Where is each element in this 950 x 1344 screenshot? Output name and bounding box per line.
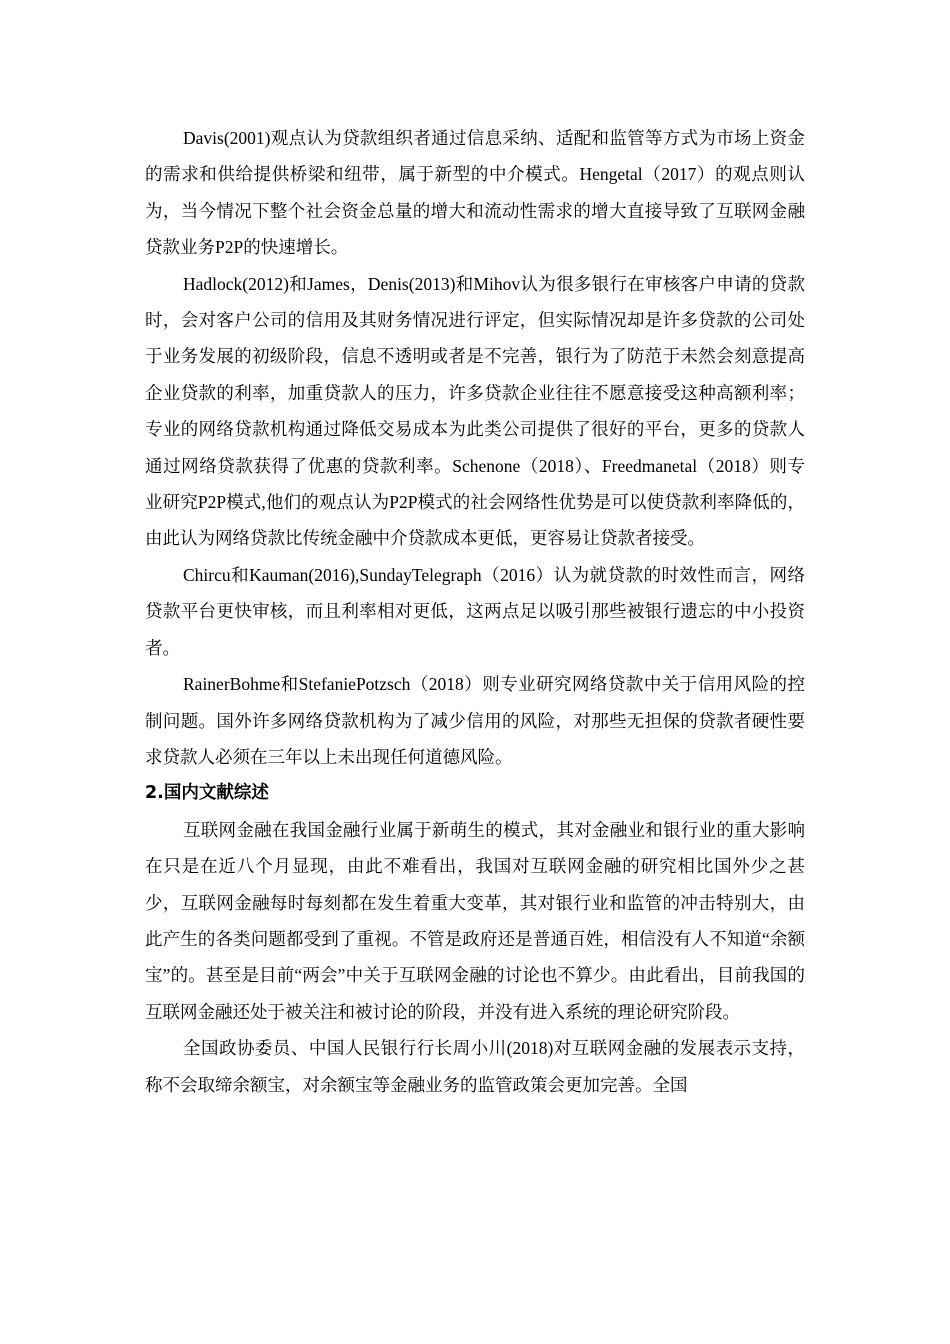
section-heading-domestic-review: 2.国内文献综述 (145, 783, 269, 804)
paragraph-bohme-potzsch: RainerBohme和StefaniePotzsch（2018）则专业研究网络贷款中关于信用风险的控制问题。国外许多网络贷款机构为了减少信用的风险，对那些无担保的贷款者硬性要求贷款人必须在三年以上未出现任何道德风险。 (145, 674, 805, 767)
paragraph-zhou-xiaochuan: 全国政协委员、中国人民银行行长周小川(2018)对互联网金融的发展表示支持，称不会取缔余额宝，对余额宝等金融业务的监管政策会更加完善。全国 (145, 1038, 805, 1095)
paragraph-davis-heng: Davis(2001)观点认为贷款组织者通过信息采纳、适配和监管等方式为市场上资金的需求和供给提供桥梁和纽带，属于新型的中介模式。Hengetal（2017）的观点则认为，当今情况下整个社会资金总量的增大和流动性需求的增大直接导致了互联网金融贷款业务P2P的快速增长。 (145, 128, 805, 258)
paragraph-hadlock-james: Hadlock(2012)和James，Denis(2013)和Mihov认为很多银行在审核客户申请的贷款时，会对客户公司的信用及其财务情况进行评定，但实际情况却是许多贷款的公司处于业务发展的初级阶段，信息不透明或者是不完善，银行为了防范于未然会刻意提高企业贷款的利率，加重贷款人的压力，许多贷款企业往往不愿意接受这种高额利率；专业的网络贷款机构通过降低交易成本为此类公司提供了很好的平台，更多的贷款人通过网络贷款获得了优惠的贷款利率。Schenone（2018）、Freedmanetal（2018）则专业研究P2P模式,他们的观点认为P2P模式的社会网络性优势是可以使贷款利率降低的，由此认为网络贷款比传统金融中介贷款成本更低，更容易让贷款者接受。 (145, 273, 805, 549)
document-body (145, 120, 805, 1103)
paragraph-internet-finance-china: 互联网金融在我国金融行业属于新萌生的模式，其对金融业和银行业的重大影响在只是在近八个月显现，由此不难看出，我国对互联网金融的研究相比国外少之甚少，互联网金融每时每刻都在发生着重大变革，其对银行业和监管的冲击特别大，由此产生的各类问题都受到了重视。不管是政府还是普通百姓，相信没有人不知道“余额宝”的。甚至是目前“两会”中关于互联网金融的讨论也不算少。由此看出，目前我国的互联网金融还处于被关注和被讨论的阶段，并没有进入系统的理论研究阶段。 (145, 819, 805, 1022)
paragraph-chircu-kauman: Chircu和Kauman(2016),SundayTelegraph（2016）认为就贷款的时效性而言，网络贷款平台更快审核，而且利率相对更低，这两点足以吸引那些被银行遗忘的中小投资者。 (145, 564, 805, 658)
